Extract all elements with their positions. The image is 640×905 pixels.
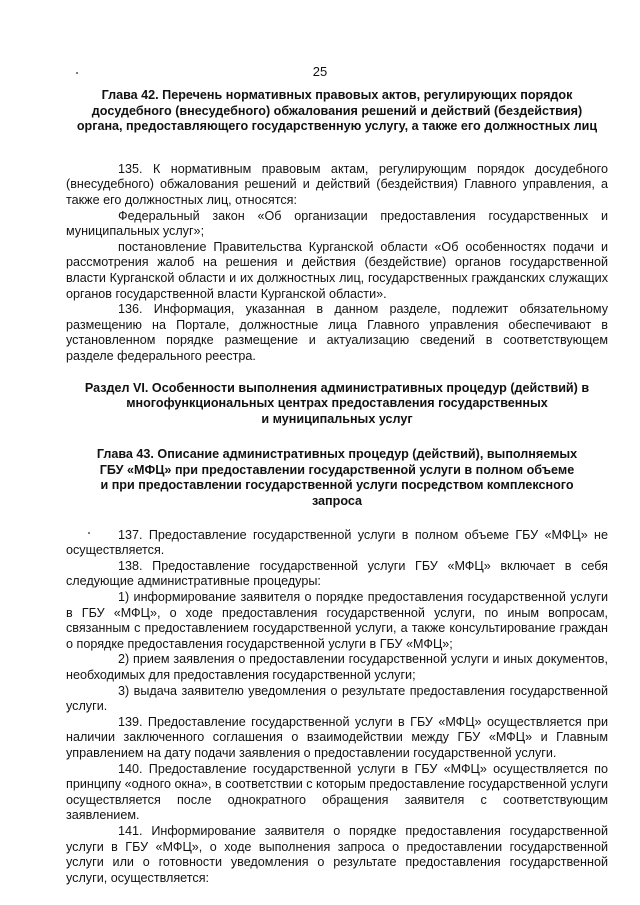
section-6-heading xyxy=(66,381,608,428)
heading-line: и при предоставлении государственной услуги посредством комплексного xyxy=(100,478,574,493)
heading-line: многофункциональных центрах предоставления государственных xyxy=(126,396,548,411)
heading-line: Раздел VI. Особенности выполнения административных процедур (действий) в xyxy=(84,380,590,395)
paragraph-135: 135. К нормативным правовым актам, регулирующим порядок досудебного (внесудебного) обжалования решений и действий (бездействия) Главного управления, а также его должностных лиц, относятся: xyxy=(66,161,608,207)
paragraph-141: 141. Информирование заявителя о порядке предоставления государственной услуги в ГБУ «МФЦ», о ходе выполнения запроса о предоставлении государственной услуги или о готовности уведомления о результате предоставления государственной услуги, осуществляется: xyxy=(66,823,608,885)
paragraph-137: 137. Предоставление государственной услуги в полном объеме ГБУ «МФЦ» не осуществляется. xyxy=(66,527,608,558)
heading-line: запроса xyxy=(311,494,363,509)
heading-line: Глава 43. Описание административных процедур (действий), выполняемых xyxy=(96,447,578,462)
chapter-42-heading xyxy=(66,88,608,135)
paragraph-138: 138. Предоставление государственной услуги ГБУ «МФЦ» включает в себя следующие административные процедуры: xyxy=(66,558,608,589)
paragraph-federal-law: Федеральный закон «Об организации предоставления государственных и муниципальных услуг»; xyxy=(66,208,608,239)
paragraph-140: 140. Предоставление государственной услуги в ГБУ «МФЦ» осуществляется по принципу «одного окна», в соответствии с которым предоставление государственной услуги осуществляется после однократного обращения заявителя с соответствующим заявлением. xyxy=(66,761,608,823)
page-number: 25 xyxy=(312,64,328,79)
paragraph-139: 139. Предоставление государственной услуги в ГБУ «МФЦ» осуществляется при наличии заключенного соглашения о взаимодействии между ГБУ «МФЦ» и Главным управлением на дату подачи заявления о предоставлении государственной услуги. xyxy=(66,714,608,760)
paragraph-136: 136. Информация, указанная в данном разделе, подлежит обязательному размещению на Портале, должностные лица Главного управления обеспечивают в установленном порядке размещение и актуализацию сведений в соответствующем разделе федерального реестра. xyxy=(66,302,608,363)
document-body xyxy=(66,88,608,886)
list-item-3: 3) выдача заявителю уведомления о результате предоставления государственной услуги. xyxy=(66,683,608,714)
heading-line: Глава 42. Перечень нормативных правовых актов, регулирующих порядок xyxy=(101,88,573,102)
list-item-1: 1) информирование заявителя о порядке предоставления государственной услуги в ГБУ «МФЦ», о ходе предоставления государственной услуги, по иным вопросам, связанным с предоставлением государственной услуги, а также консультирование граждан о порядке предоставления государственной услуги в ГБУ «МФЦ»; xyxy=(66,590,608,651)
heading-line: и муниципальных услуг xyxy=(261,411,413,426)
heading-line: ГБУ «МФЦ» при предоставлении государственной услуги в полном объеме xyxy=(99,462,575,477)
paragraph-government-decree: постановление Правительства Курганской области «Об особенностях подачи и рассмотрения жалоб на решения и действия (бездействие) органов государственной власти Курганской области и их должностных лиц, государственных гражданских служащих органов государственной власти Курганской области». xyxy=(66,239,608,301)
list-item-2: 2) прием заявления о предоставлении государственной услуги и иных документов, необходимых для предоставления государственной услуги; xyxy=(66,652,608,682)
heading-line: досудебного (внесудебного) обжалования решений и действий (бездействия) xyxy=(91,103,583,118)
heading-line: органа, предоставляющего государственную услугу, а также его должностных лиц xyxy=(76,119,598,134)
chapter-43-heading xyxy=(66,447,608,509)
